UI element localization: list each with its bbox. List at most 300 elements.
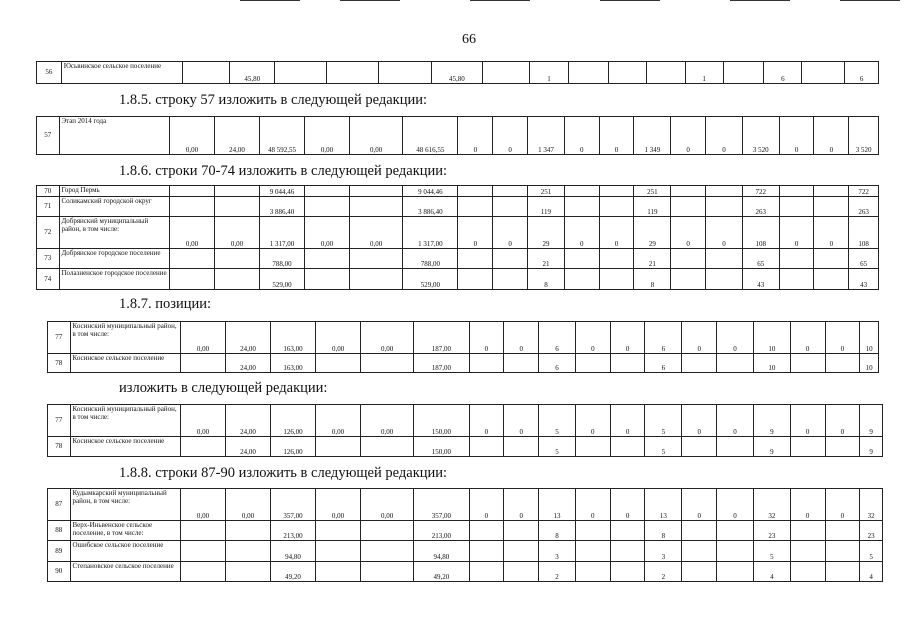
- row-number: 74: [37, 269, 60, 290]
- value-cell: [717, 354, 754, 373]
- value-cell: [350, 197, 403, 217]
- value-cell: [350, 269, 403, 290]
- table-row: [48, 521, 883, 541]
- value-cell: 0: [814, 117, 849, 155]
- table-row: [48, 562, 883, 582]
- value-cell: 187,00: [414, 322, 469, 354]
- value-cell: 0,00: [181, 405, 226, 437]
- value-cell: [183, 62, 230, 84]
- row-name: Соликамский городской округ: [59, 197, 169, 217]
- row-number: 72: [37, 217, 60, 249]
- value-cell: [682, 541, 717, 562]
- value-cell: [169, 249, 214, 269]
- value-cell: [361, 354, 414, 373]
- value-cell: 0: [682, 322, 717, 354]
- value-cell: 6: [845, 62, 879, 84]
- value-cell: 2: [645, 562, 682, 582]
- table-row: [37, 217, 879, 249]
- value-cell: 163,00: [271, 354, 316, 373]
- value-cell: [316, 437, 361, 457]
- table-row-56: [36, 61, 879, 84]
- value-cell: 0: [575, 405, 610, 437]
- value-cell: 0: [493, 217, 528, 249]
- value-cell: 45,80: [431, 62, 483, 84]
- value-cell: 0: [504, 405, 539, 437]
- value-cell: 357,00: [271, 489, 316, 521]
- value-cell: [706, 249, 743, 269]
- value-cell: [825, 521, 860, 541]
- heading-1-8-7: 1.8.7. позиции:: [119, 296, 212, 312]
- value-cell: [169, 186, 214, 197]
- value-cell: 0: [717, 489, 754, 521]
- value-cell: [814, 249, 849, 269]
- row-number: 71: [37, 197, 60, 217]
- value-cell: 150,00: [414, 437, 469, 457]
- value-cell: 0: [469, 405, 504, 437]
- value-cell: [790, 437, 825, 457]
- value-cell: 0: [599, 217, 634, 249]
- value-cell: 5: [645, 437, 682, 457]
- value-cell: [504, 354, 539, 373]
- value-cell: [181, 541, 226, 562]
- value-cell: 43: [849, 269, 879, 290]
- table-row: [48, 322, 879, 354]
- value-cell: 0: [825, 405, 860, 437]
- value-cell: 0: [493, 117, 528, 155]
- table-rows-77-78-old: [47, 321, 879, 373]
- value-cell: 0,00: [215, 217, 260, 249]
- value-cell: 0: [575, 489, 610, 521]
- value-cell: [215, 197, 260, 217]
- value-cell: 23: [860, 521, 883, 541]
- value-cell: 263: [742, 197, 779, 217]
- value-cell: 1: [530, 62, 568, 84]
- value-cell: 529,00: [260, 269, 305, 290]
- value-cell: [316, 562, 361, 582]
- value-cell: [599, 186, 634, 197]
- value-cell: 0,00: [316, 405, 361, 437]
- table-row: [48, 354, 879, 373]
- value-cell: 0,00: [361, 405, 414, 437]
- value-cell: [575, 521, 610, 541]
- row-number: 89: [48, 541, 71, 562]
- value-cell: [305, 269, 350, 290]
- table-row: [37, 62, 879, 84]
- value-cell: [316, 541, 361, 562]
- value-cell: 0,00: [350, 117, 403, 155]
- table-row: [37, 186, 879, 197]
- value-cell: 251: [634, 186, 671, 197]
- value-cell: [564, 186, 599, 197]
- value-cell: [682, 562, 717, 582]
- value-cell: 23: [753, 521, 790, 541]
- value-cell: 0: [717, 405, 754, 437]
- value-cell: 9: [860, 405, 883, 437]
- row-number: 56: [37, 62, 62, 84]
- heading-new-edition: изложить в следующей редакции:: [119, 380, 328, 396]
- value-cell: 0: [610, 405, 645, 437]
- value-cell: 0: [564, 117, 599, 155]
- row-name: Косинский муниципальный район, в том числе:: [70, 405, 181, 437]
- value-cell: 10: [753, 322, 790, 354]
- row-name: Полазненское городское поселение: [59, 269, 169, 290]
- value-cell: [493, 186, 528, 197]
- value-cell: 119: [528, 197, 565, 217]
- value-cell: 1 347: [528, 117, 565, 155]
- value-cell: 10: [860, 354, 879, 373]
- value-cell: 9: [753, 437, 790, 457]
- value-cell: [717, 521, 754, 541]
- value-cell: 24,00: [226, 354, 271, 373]
- value-cell: 1 349: [634, 117, 671, 155]
- value-cell: 126,00: [271, 405, 316, 437]
- value-cell: [779, 249, 814, 269]
- value-cell: [814, 186, 849, 197]
- table-rows-70-74: [36, 185, 879, 290]
- value-cell: 6: [539, 322, 576, 354]
- value-cell: [275, 62, 327, 84]
- value-cell: 0: [610, 322, 645, 354]
- value-cell: [610, 521, 645, 541]
- row-name: Косинское сельское поселение: [70, 354, 181, 373]
- value-cell: 0: [564, 217, 599, 249]
- value-cell: 3 520: [849, 117, 879, 155]
- table-row: [48, 437, 883, 457]
- value-cell: 29: [528, 217, 565, 249]
- value-cell: 8: [634, 269, 671, 290]
- value-cell: 13: [539, 489, 576, 521]
- value-cell: 119: [634, 197, 671, 217]
- value-cell: 5: [539, 405, 576, 437]
- value-cell: 0: [779, 117, 814, 155]
- value-cell: [350, 249, 403, 269]
- value-cell: [568, 62, 608, 84]
- row-number: 77: [48, 322, 71, 354]
- value-cell: 0: [682, 405, 717, 437]
- value-cell: 32: [753, 489, 790, 521]
- row-name: Верх-Иньвенское сельское поселение, в том числе:: [70, 521, 181, 541]
- row-number: 77: [48, 405, 71, 437]
- value-cell: [316, 521, 361, 541]
- value-cell: [564, 197, 599, 217]
- value-cell: [814, 269, 849, 290]
- value-cell: 251: [528, 186, 565, 197]
- value-cell: [717, 437, 754, 457]
- value-cell: 263: [849, 197, 879, 217]
- value-cell: [169, 269, 214, 290]
- value-cell: [723, 62, 763, 84]
- value-cell: 0: [504, 489, 539, 521]
- heading-1-8-6: 1.8.6. строки 70-74 изложить в следующей редакции:: [119, 163, 448, 179]
- value-cell: [647, 62, 685, 84]
- value-cell: 108: [849, 217, 879, 249]
- table-row: [37, 197, 879, 217]
- value-cell: 13: [645, 489, 682, 521]
- value-cell: [181, 354, 226, 373]
- value-cell: [610, 354, 645, 373]
- value-cell: 0: [671, 217, 706, 249]
- page-number: 66: [462, 32, 476, 47]
- value-cell: 3 520: [742, 117, 779, 155]
- table-row: [37, 269, 879, 290]
- value-cell: [469, 541, 504, 562]
- value-cell: [458, 197, 493, 217]
- value-cell: [493, 197, 528, 217]
- value-cell: [706, 186, 743, 197]
- value-cell: 10: [860, 322, 879, 354]
- value-cell: 529,00: [403, 269, 458, 290]
- table-row: [48, 489, 883, 521]
- value-cell: 9 044,46: [403, 186, 458, 197]
- table-rows-77-78-new: [47, 404, 883, 457]
- value-cell: 0,00: [181, 322, 226, 354]
- value-cell: [575, 437, 610, 457]
- value-cell: [305, 186, 350, 197]
- value-cell: 5: [860, 541, 883, 562]
- value-cell: [504, 562, 539, 582]
- value-cell: [469, 437, 504, 457]
- value-cell: [575, 354, 610, 373]
- value-cell: 0: [671, 117, 706, 155]
- value-cell: 0,00: [361, 322, 414, 354]
- value-cell: 357,00: [414, 489, 469, 521]
- row-name: Косинский муниципальный район, в том числе:: [70, 322, 181, 354]
- value-cell: 5: [645, 405, 682, 437]
- value-cell: 0,00: [316, 322, 361, 354]
- value-cell: [575, 541, 610, 562]
- value-cell: 0: [575, 322, 610, 354]
- value-cell: [305, 249, 350, 269]
- value-cell: 24,00: [226, 322, 271, 354]
- value-cell: 9: [753, 405, 790, 437]
- value-cell: [215, 249, 260, 269]
- heading-1-8-5: 1.8.5. строку 57 изложить в следующей редакции:: [119, 92, 427, 108]
- value-cell: 722: [742, 186, 779, 197]
- value-cell: 0: [706, 217, 743, 249]
- value-cell: 24,00: [226, 405, 271, 437]
- value-cell: 213,00: [271, 521, 316, 541]
- row-number: 90: [48, 562, 71, 582]
- value-cell: 163,00: [271, 322, 316, 354]
- value-cell: [564, 269, 599, 290]
- table-row: [37, 249, 879, 269]
- value-cell: 24,00: [226, 437, 271, 457]
- value-cell: [825, 541, 860, 562]
- value-cell: [564, 249, 599, 269]
- value-cell: [790, 562, 825, 582]
- value-cell: [671, 249, 706, 269]
- row-name: Город Пермь: [59, 186, 169, 197]
- value-cell: [469, 562, 504, 582]
- value-cell: 0,00: [305, 117, 350, 155]
- value-cell: [305, 197, 350, 217]
- value-cell: 0: [458, 117, 493, 155]
- value-cell: [350, 186, 403, 197]
- value-cell: 10: [753, 354, 790, 373]
- value-cell: 1: [685, 62, 723, 84]
- value-cell: [215, 269, 260, 290]
- row-number: 87: [48, 489, 71, 521]
- value-cell: 94,80: [414, 541, 469, 562]
- value-cell: [825, 354, 860, 373]
- value-cell: [682, 437, 717, 457]
- value-cell: [504, 437, 539, 457]
- table-row: [48, 405, 883, 437]
- value-cell: [181, 521, 226, 541]
- value-cell: 213,00: [414, 521, 469, 541]
- value-cell: 0: [790, 405, 825, 437]
- value-cell: [706, 269, 743, 290]
- value-cell: 1 317,00: [260, 217, 305, 249]
- row-name: Юсьвинское сельское поселение: [61, 62, 182, 84]
- value-cell: 6: [764, 62, 802, 84]
- value-cell: [378, 62, 431, 84]
- row-number: 78: [48, 354, 71, 373]
- value-cell: [215, 186, 260, 197]
- value-cell: [361, 437, 414, 457]
- value-cell: 9 044,46: [260, 186, 305, 197]
- value-cell: 21: [634, 249, 671, 269]
- row-name: Косинское сельское поселение: [70, 437, 181, 457]
- value-cell: 0,00: [305, 217, 350, 249]
- value-cell: 0: [682, 489, 717, 521]
- value-cell: 150,00: [414, 405, 469, 437]
- value-cell: 0,00: [169, 217, 214, 249]
- top-border-fragments: [40, 0, 890, 3]
- value-cell: [599, 197, 634, 217]
- value-cell: 0: [504, 322, 539, 354]
- value-cell: [493, 269, 528, 290]
- table-row: [37, 117, 879, 155]
- value-cell: [493, 249, 528, 269]
- row-name: Ошибское сельское поселение: [70, 541, 181, 562]
- value-cell: 1 317,00: [403, 217, 458, 249]
- value-cell: 0: [599, 117, 634, 155]
- value-cell: 108: [742, 217, 779, 249]
- value-cell: 187,00: [414, 354, 469, 373]
- value-cell: [458, 249, 493, 269]
- value-cell: 126,00: [271, 437, 316, 457]
- value-cell: [469, 521, 504, 541]
- value-cell: 0: [610, 489, 645, 521]
- value-cell: [458, 269, 493, 290]
- value-cell: 3: [539, 541, 576, 562]
- value-cell: 29: [634, 217, 671, 249]
- value-cell: 788,00: [260, 249, 305, 269]
- value-cell: 49,20: [414, 562, 469, 582]
- value-cell: 0: [790, 489, 825, 521]
- value-cell: [458, 186, 493, 197]
- value-cell: [226, 562, 271, 582]
- value-cell: [610, 541, 645, 562]
- value-cell: 8: [645, 521, 682, 541]
- row-name: Степановское сельское поселение: [70, 562, 181, 582]
- value-cell: 8: [528, 269, 565, 290]
- value-cell: [504, 521, 539, 541]
- value-cell: 32: [860, 489, 883, 521]
- value-cell: [779, 269, 814, 290]
- value-cell: 4: [860, 562, 883, 582]
- value-cell: 8: [539, 521, 576, 541]
- value-cell: [790, 521, 825, 541]
- value-cell: [361, 541, 414, 562]
- value-cell: [504, 541, 539, 562]
- value-cell: 65: [849, 249, 879, 269]
- value-cell: 0: [717, 322, 754, 354]
- value-cell: 722: [849, 186, 879, 197]
- value-cell: 0: [825, 489, 860, 521]
- value-cell: [779, 186, 814, 197]
- value-cell: 0,00: [169, 117, 214, 155]
- value-cell: [790, 354, 825, 373]
- value-cell: [361, 562, 414, 582]
- value-cell: 6: [645, 322, 682, 354]
- row-name: Этап 2014 года: [59, 117, 169, 155]
- value-cell: 0: [469, 489, 504, 521]
- table-row: [48, 541, 883, 562]
- value-cell: 0: [814, 217, 849, 249]
- value-cell: [610, 562, 645, 582]
- row-number: 70: [37, 186, 60, 197]
- value-cell: 9: [860, 437, 883, 457]
- value-cell: [825, 437, 860, 457]
- value-cell: 0: [469, 322, 504, 354]
- value-cell: [316, 354, 361, 373]
- table-row-57: [36, 116, 879, 155]
- value-cell: 0,00: [181, 489, 226, 521]
- value-cell: 43: [742, 269, 779, 290]
- value-cell: 48 616,55: [403, 117, 458, 155]
- value-cell: 3 886,40: [403, 197, 458, 217]
- value-cell: 24,00: [215, 117, 260, 155]
- value-cell: 4: [753, 562, 790, 582]
- value-cell: 65: [742, 249, 779, 269]
- value-cell: 0,00: [316, 489, 361, 521]
- value-cell: [802, 62, 845, 84]
- value-cell: 788,00: [403, 249, 458, 269]
- row-number: 88: [48, 521, 71, 541]
- value-cell: 5: [753, 541, 790, 562]
- row-name: Добрянский муниципальный район, в том числе:: [59, 217, 169, 249]
- value-cell: [814, 197, 849, 217]
- value-cell: [790, 541, 825, 562]
- value-cell: [599, 249, 634, 269]
- value-cell: [169, 197, 214, 217]
- value-cell: 0: [706, 117, 743, 155]
- row-name: Кудымкарский муниципальный район, в том числе:: [70, 489, 181, 521]
- value-cell: 0,00: [361, 489, 414, 521]
- value-cell: 0: [825, 322, 860, 354]
- value-cell: 45,80: [230, 62, 275, 84]
- value-cell: [181, 562, 226, 582]
- value-cell: 0,00: [350, 217, 403, 249]
- value-cell: 49,20: [271, 562, 316, 582]
- value-cell: 21: [528, 249, 565, 269]
- value-cell: [779, 197, 814, 217]
- value-cell: [706, 197, 743, 217]
- value-cell: [671, 186, 706, 197]
- value-cell: 0,00: [226, 489, 271, 521]
- value-cell: [682, 521, 717, 541]
- value-cell: [181, 437, 226, 457]
- value-cell: [361, 521, 414, 541]
- value-cell: 48 592,55: [260, 117, 305, 155]
- value-cell: [717, 541, 754, 562]
- row-number: 78: [48, 437, 71, 457]
- value-cell: 5: [539, 437, 576, 457]
- value-cell: [610, 437, 645, 457]
- value-cell: [599, 269, 634, 290]
